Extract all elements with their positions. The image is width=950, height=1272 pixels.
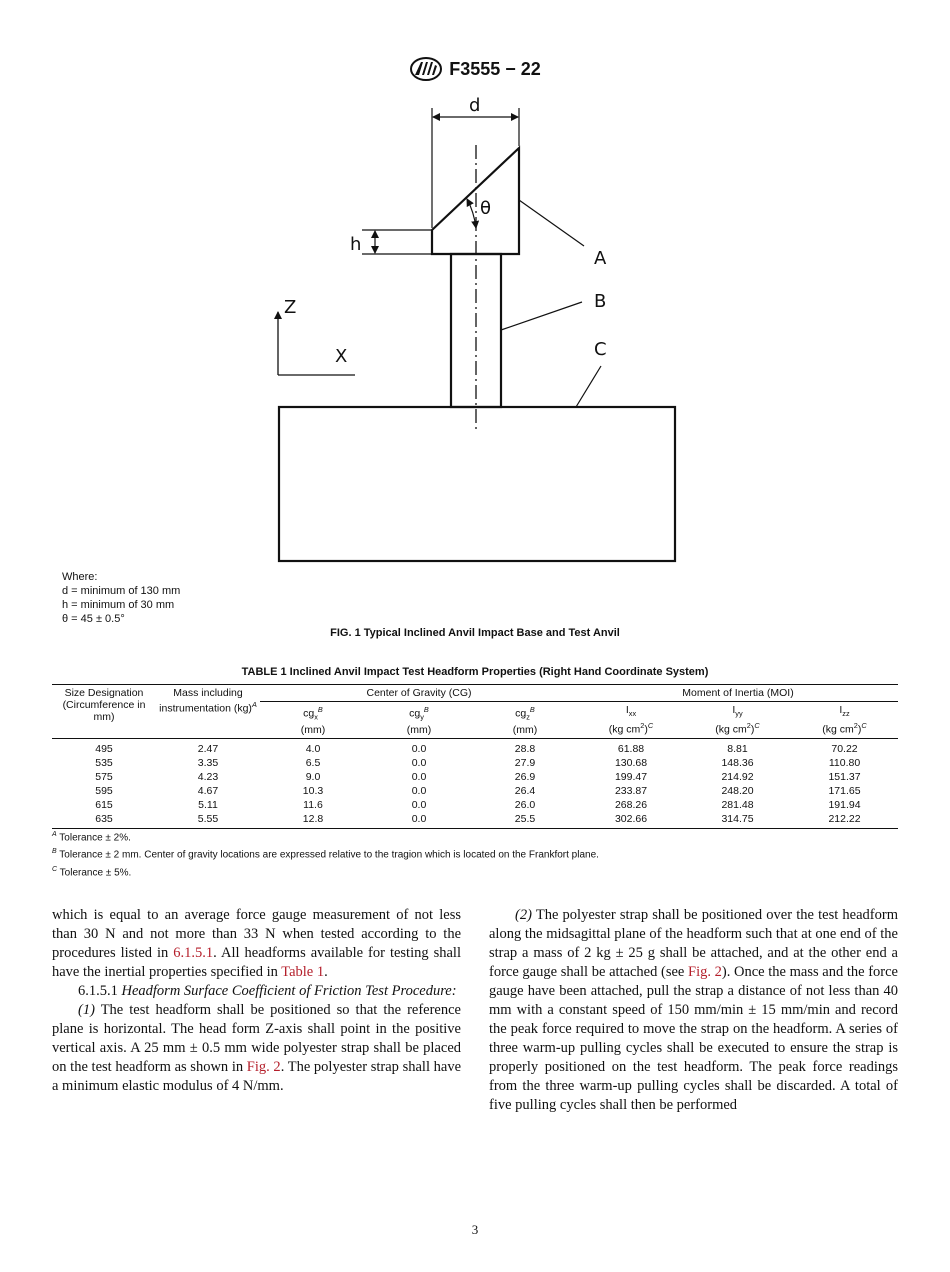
table-row: 535 3.35 6.5 0.0 27.9 130.68 148.36 110.80 — [95, 756, 861, 769]
header-ixx: $I_{xx}$ (kg $cm^2)^C$ — [578, 702, 684, 739]
header-cg-group: Center of Gravity (CG) — [260, 685, 578, 702]
table-footnotes — [52, 828, 898, 880]
footnote-b: $^B$ Tolerance ± 2 mm. Center of gravity locations are expressed relative to the tragion which is located on the Frankfort plane. — [52, 848, 599, 861]
table-row: 595 4.67 10.3 0.0 26.4 233.87 248.20 171.65 — [95, 784, 861, 797]
standard-designation: F3555 − 22 — [449, 58, 541, 79]
figure-caption: FIG. 1 Typical Inclined Anvil Impact Base and Test Anvil — [330, 627, 620, 639]
label-h: h — [350, 234, 362, 255]
header-mass: Mass including instrumentation (kg)$^A$ — [156, 685, 260, 739]
label-c: C — [594, 339, 607, 360]
label-d: d — [469, 95, 481, 116]
label-x: X — [335, 346, 348, 367]
label-a: A — [594, 248, 607, 269]
table-row: 495 2.47 4.0 0.0 28.8 61.88 8.81 70.22 — [95, 742, 858, 755]
impact-base — [279, 407, 675, 561]
label-b: B — [594, 291, 607, 312]
figure-legend — [62, 570, 180, 626]
header-cgy: $cg_y^B$ (mm) — [366, 702, 472, 739]
footnote-c: $^C$ Tolerance ± 5%. — [52, 865, 132, 878]
label-theta: θ — [480, 198, 492, 219]
header-size-designation: Size Designation (Circumference in mm) — [52, 685, 156, 739]
figure-link[interactable]: Fig. 2 — [688, 964, 722, 980]
legend-title: Where: — [62, 571, 98, 583]
inclined-anvil-figure — [0, 0, 950, 570]
header-cgx: $cg_x^B$ (mm) — [260, 702, 366, 739]
table-title: TABLE 1 Inclined Anvil Impact Test Headform Properties (Right Hand Coordinate System) — [241, 666, 709, 678]
page-number: 3 — [471, 1222, 479, 1237]
legend-line-d: d = minimum of 130 mm — [62, 585, 181, 597]
table-row: 575 4.23 9.0 0.0 26.9 199.47 214.92 151.37 — [95, 770, 861, 783]
figure-link[interactable]: Fig. 2 — [246, 1059, 281, 1075]
label-z: Z — [284, 297, 297, 318]
footnote-a: $^A$ Tolerance ± 2%. — [52, 831, 131, 844]
header-iyy: $I_{yy}$ (kg $cm^2)^C$ — [684, 702, 791, 739]
body-right-column — [489, 906, 898, 1115]
table-row: 615 5.11 11.6 0.0 26.0 268.26 281.48 191.94 — [95, 798, 861, 811]
headform-properties-table — [52, 684, 898, 829]
section-link[interactable]: 6.1.5.1 — [173, 945, 214, 961]
body-left-column — [52, 906, 461, 1096]
section-heading: 6.1.5.1 Headform Surface Coefficient of Friction Test Procedure: — [78, 983, 457, 999]
table-row: 635 5.55 12.8 0.0 25.5 302.66 314.75 212.22 — [52, 812, 898, 829]
paragraph: (1) The test headform shall be positioned so that the reference plane is horizontal. The head form Z-axis shall point in the positive vertical axis. A 25 mm ± 0.5 mm wide polyester strap shall be placed on the test headform as shown in Fig. 2. The polyester strap shall have a minimum elastic modulus of 4 N/mm. — [52, 1002, 462, 1094]
paragraph: which is equal to an average force gauge measurement of not less than 30 N and not more than 33 N when tested according to the procedures listed in 6.1.5.1. All headforms available for testing shall have the inertial properties specified in Table 1. — [52, 907, 461, 980]
header-izz: $I_{zz}$ (kg $cm^2)^C$ — [791, 702, 898, 739]
header-moi-group: Moment of Inertia (MOI) — [578, 685, 898, 702]
legend-line-theta: θ = 45 ± 0.5° — [62, 613, 125, 625]
header-cgz: $cg_z^B$ (mm) — [472, 702, 578, 739]
legend-line-h: h = minimum of 30 mm — [62, 599, 175, 611]
table-link[interactable]: Table 1 — [281, 964, 325, 980]
theta-arc — [467, 199, 476, 228]
paragraph: (2) The polyester strap shall be positioned over the test headform along the midsagittal plane of the headform such that at one end of the strap a mass of 2 kg ± 25 g shall be attached, and at the other end a force gauge shall be attached (see Fig. 2). Once the mass and the force gauge have been attached, pull the strap a distance of not less than 40 mm with a constant speed of 150 mm/min ± 15 mm/min and record the peak force required to move the strap on the headform. A series of three warm-up pulling cycles shall be executed to ensure the strap is properly positioned on the test headform. The peak force readings from the three warm-up pulling cycles shall be discarded. A total of five pulling cycles shall then be performed — [489, 907, 898, 1113]
